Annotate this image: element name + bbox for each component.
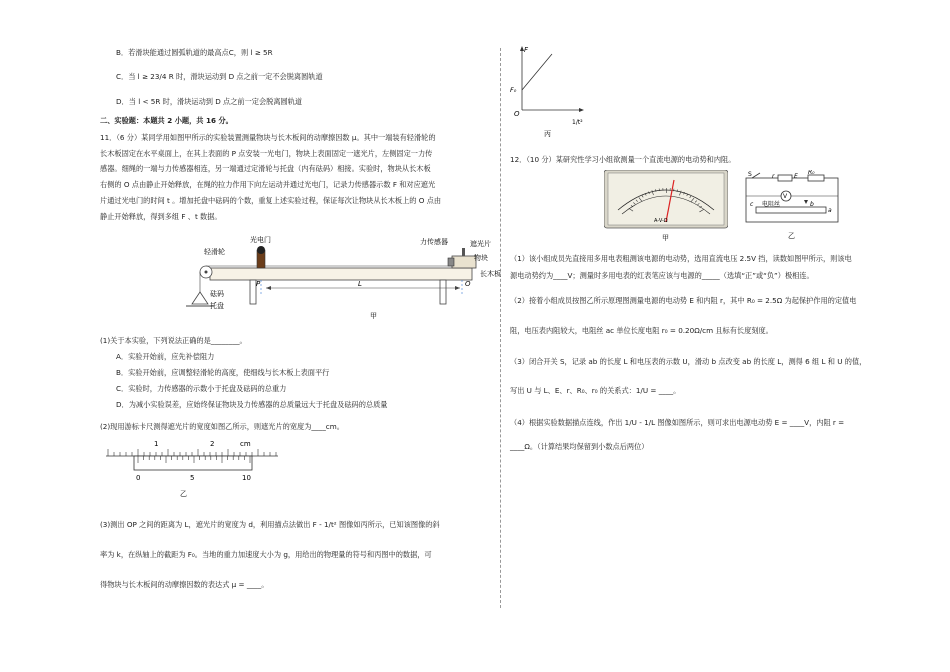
q11-part1-option-c: C．实验时，力传感器的示数小于托盘及砝码的总重力 (116, 384, 287, 393)
long-board (210, 268, 472, 280)
q12-part3-line-1: （3）闭合开关 S，记录 ab 的长度 L 和电压表的示数 U，滑动 b 点改变 ab 的长度 L，测得 6 组 L 和 U 的值， (510, 357, 867, 366)
label-shade: 遮光片 (470, 240, 491, 248)
graph-bing (510, 40, 600, 140)
q11-part3-line-1: (3)测出 OP 之间的距离为 L，遮光片的宽度为 d，利用描点法做出 F - 1/t² 图像如丙所示，已知该图像的斜 (100, 520, 440, 529)
force-sensor-shape (448, 258, 454, 266)
main-scale-ticks (108, 449, 276, 456)
q12-part3-line-2: 写出 U 与 L、E、r、R₀、r₀ 的关系式：1/U = ____。 (510, 386, 681, 395)
label-tray: 托盘 (210, 302, 224, 310)
graph-x-arrow (579, 108, 584, 112)
graph-xlabel: 1/t² (572, 119, 583, 126)
label-s: S (748, 171, 752, 178)
caliper-caption: 乙 (180, 490, 187, 498)
q12-part4-line-2: ____Ω。（计算结果均保留到小数点后两位） (510, 442, 649, 451)
q11-part1-option-a: A．实验开始前，应先补偿阻力 (116, 352, 215, 361)
label-pulley: 轻滑轮 (204, 248, 225, 256)
label-board: 长木板 (480, 270, 501, 278)
label-block: 物块 (474, 254, 488, 262)
q11-part3-line-2: 率为 k，在纵轴上的截距为 F₀。当地的重力加速度大小为 g，用给出的物理量的符号和丙图中的数据，可 (100, 550, 432, 559)
circuit-figure (738, 170, 846, 242)
q12-part4-line-1: （4）根据实验数据描点连线，作出 1/U - 1/L 图像如图所示，则可求出电源电动势 E = ____V，内阻 r = (510, 418, 845, 427)
meter-caption: 甲 (662, 234, 669, 242)
graph-origin: O (514, 110, 520, 118)
caliper-figure (100, 436, 300, 498)
label-e: E (794, 173, 798, 180)
section-heading: 二、实验题：本题共 2 小题，共 16 分。 (100, 116, 233, 125)
q11-line-1: 11．（6 分）某同学用如图甲所示的实验装置测量物块与长木板间的动摩擦因数 μ。其中一端装有轻滑轮的 (100, 133, 436, 142)
vernier-label-5: 5 (190, 474, 195, 482)
label-weights: 砝码 (210, 290, 224, 298)
label-r: r (772, 173, 775, 180)
q11-line-2: 长木板固定在水平桌面上，在其上表面的 P 点安装一光电门，物块上表面固定一遮光片，左侧固定一力传 (100, 149, 433, 158)
pulley-axle (205, 271, 208, 274)
label-a: a (828, 207, 832, 214)
main-label-1: 1 (154, 440, 159, 448)
q11-line-3: 感器。细绳的一端与力传感器相连，另一端通过定滑轮与托盘（内有砝码）相接。实验时，物块从长木板 (100, 164, 431, 173)
q11-part1-option-d: D．为减小实验误差，应始终保证物块及力传感器的总质量远大于托盘及砝码的总质量 (116, 400, 388, 409)
q11-part1-option-b: B．实验开始前，应调整轻滑轮的高度，使细线与长木板上表面平行 (116, 368, 330, 377)
column-divider (500, 48, 501, 608)
board-leg-right (440, 280, 446, 304)
option-b: B．若滑块能通过圆弧轨道的最高点C，则 l ≥ 5R (116, 48, 273, 57)
figure-caption-jia: 甲 (370, 312, 377, 320)
battery-shape (778, 175, 792, 181)
q12-part1-line-1: （1）该小组成员先直接用多用电表粗测该电源的电动势，选用直流电压 2.5V 挡，读数如图甲所示，则该电 (510, 254, 852, 263)
graph-intercept: F₀ (510, 86, 517, 94)
graph-ylabel: F (524, 46, 529, 54)
label-o: O (465, 280, 471, 288)
q11-line-5: 片通过光电门的时间 t 。增加托盘中砝码的个数，重复上述实验过程，保证每次让物块从长木板上的 O 点由 (100, 196, 442, 205)
label-c: c (750, 201, 754, 208)
shade-plate-shape (462, 248, 465, 256)
arrow-head-left (266, 286, 271, 290)
vernier-label-10: 10 (242, 474, 251, 482)
switch-shape (752, 173, 760, 178)
graph-caption: 丙 (544, 130, 551, 138)
label-r0: R₀ (808, 170, 815, 176)
main-label-cm: cm (240, 440, 251, 448)
q11-line-4: 右侧的 O 点由静止开始释放，在绳的拉力作用下向左运动并通过光电门，记录力传感器示数 F 和对应遮光 (100, 180, 436, 189)
block-shape (452, 256, 476, 268)
q12-part1-line-2: 源电动势约为____V；测量时多用电表的红表笔应该与电源的_____（选填“正”或“负”）极相连。 (510, 271, 814, 280)
label-wire: 电阻丝 (762, 201, 781, 208)
circuit-loop (746, 178, 838, 222)
label-sensor: 力传感器 (420, 238, 448, 246)
label-l: L (358, 280, 362, 288)
circuit-caption: 乙 (788, 232, 795, 240)
q11-part3-line-3: 得物块与长木板间的动摩擦因数的表达式 μ = ____。 (100, 580, 269, 589)
label-b: b (810, 201, 814, 208)
slider-b (804, 200, 808, 204)
label-gate: 光电门 (250, 236, 271, 244)
label-p: P (256, 280, 261, 288)
photogate-head (257, 246, 265, 254)
main-label-2: 2 (210, 440, 215, 448)
q11-part1: (1)关于本实验，下列说法正确的是________。 (100, 336, 247, 345)
multimeter-figure (604, 170, 728, 242)
q12-part2-line-1: （2）接着小组成员按图乙所示原理图测量电源的电动势 E 和内阻 r，其中 R₀ = 2.5Ω 为起保护作用的定值电 (510, 296, 857, 305)
apparatus-figure (180, 234, 510, 324)
q12-part2-line-2: 阻，电压表内阻较大，电阻丝 ac 单位长度电阻 r₀ = 0.20Ω/cm 且标有长度刻度。 (510, 326, 773, 335)
tray-shape (192, 292, 208, 304)
q11-part2: (2)现用游标卡尺测得遮光片的宽度如图乙所示，则遮光片的宽度为____cm。 (100, 422, 344, 431)
graph-line (522, 54, 552, 90)
option-d: D．当 l < 5R 时，滑块运动到 D 点之前一定会脱离圆轨道 (116, 97, 303, 106)
option-c: C．当 l ≥ 23/4 R 时，滑块运动到 D 点之前一定不会脱离圆轨道 (116, 72, 323, 81)
meter-label: A-V-Ω (654, 218, 668, 224)
label-v: V (783, 193, 788, 200)
q11-line-6: 静止开始释放，得到多组 F 、t 数据。 (100, 212, 222, 221)
q12-stem: 12．（10 分）某研究性学习小组欲测量一个直流电源的电动势和内阻。 (510, 155, 736, 164)
vernier-body (134, 456, 252, 470)
arrow-head-right (455, 286, 460, 290)
vernier-label-0: 0 (136, 474, 141, 482)
